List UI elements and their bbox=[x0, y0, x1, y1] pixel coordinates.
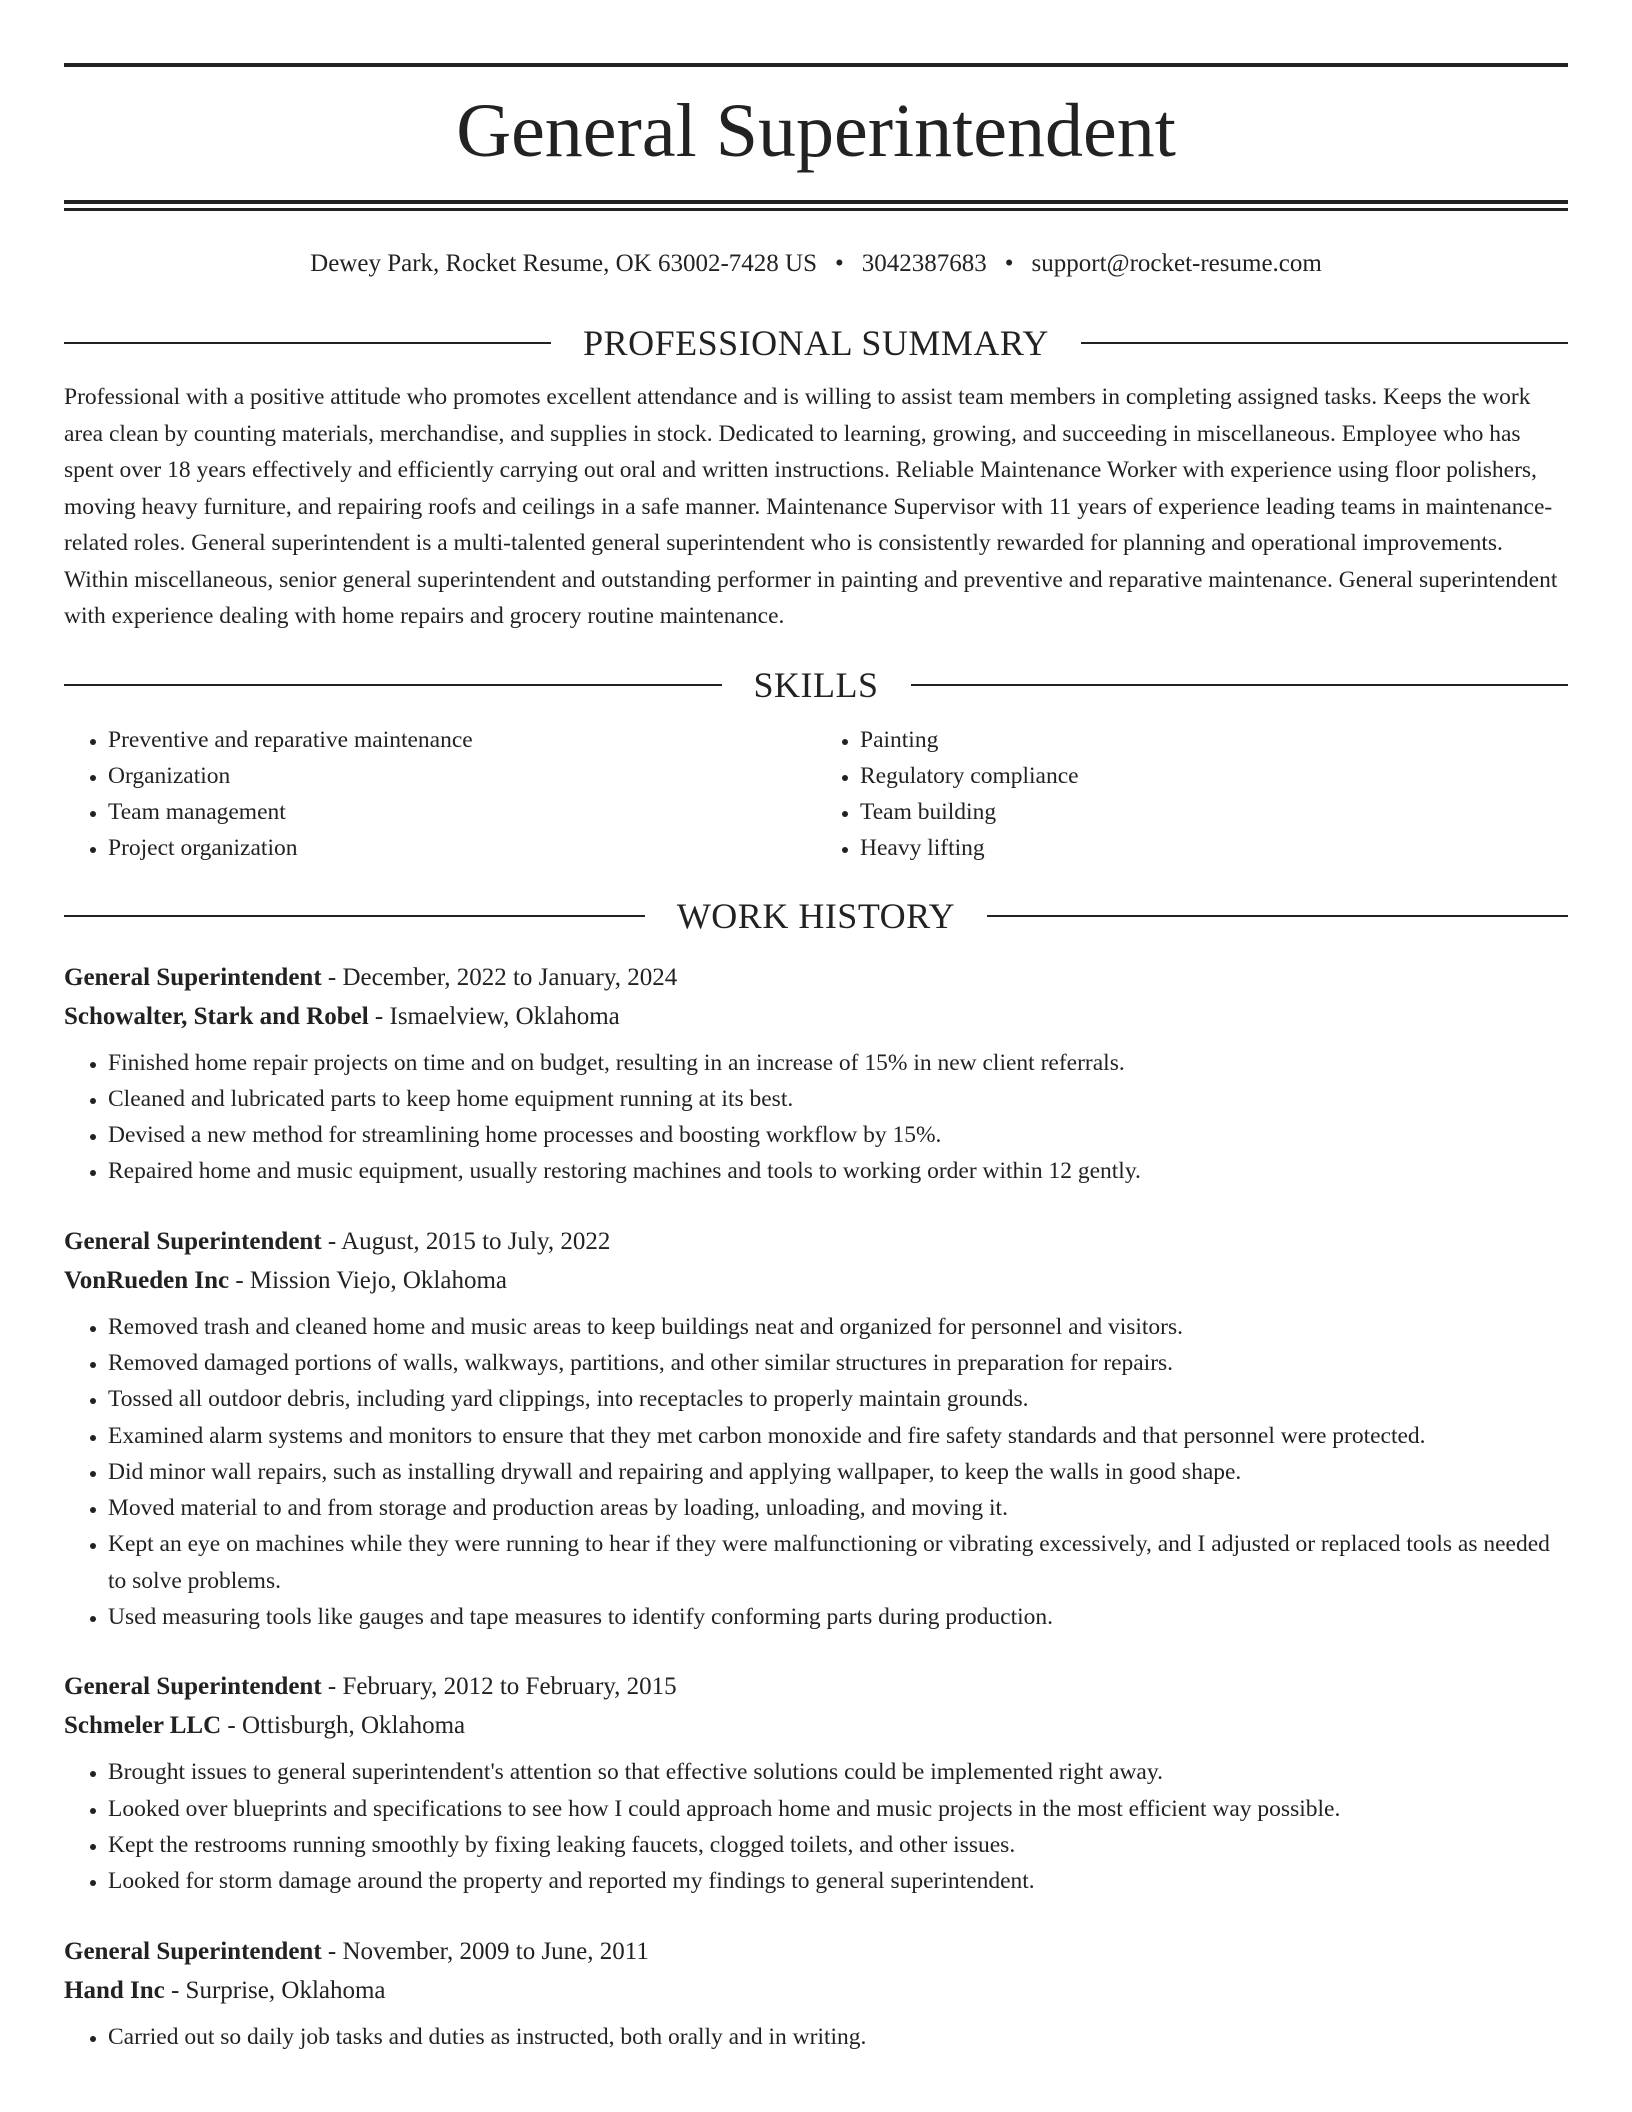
job-company: VonRueden Inc bbox=[64, 1266, 230, 1294]
skill-item: • Preventive and reparative maintenance bbox=[108, 722, 816, 758]
skills-section-header bbox=[64, 663, 1568, 707]
job-bullet: • Examined alarm systems and monitors to ensure that they met carbon monoxide and fire safety standards and that personnel were protected. bbox=[108, 1418, 1568, 1454]
section-divider-left bbox=[64, 342, 551, 344]
job-title: General Superintendent bbox=[64, 1227, 322, 1255]
job-entry bbox=[64, 1932, 1568, 2055]
section-title-skills: SKILLS bbox=[753, 664, 879, 705]
job-title-line bbox=[64, 1667, 1568, 1706]
job-bullet: • Kept the restrooms running smoothly by fixing leaking faucets, clogged toilets, and other issues. bbox=[108, 1827, 1568, 1863]
section-title-summary: PROFESSIONAL SUMMARY bbox=[583, 323, 1049, 363]
job-bullets bbox=[64, 1309, 1568, 1636]
section-divider-right bbox=[911, 684, 1569, 686]
job-dates: - November, 2009 to June, 2011 bbox=[321, 1937, 649, 1965]
job-location: - Surprise, Oklahoma bbox=[164, 1976, 386, 2004]
section-divider-left bbox=[64, 684, 722, 686]
job-bullet: • Devised a new method for streamlining home processes and boosting workflow by 15%. bbox=[108, 1117, 1568, 1153]
section-title-work: WORK HISTORY bbox=[676, 895, 956, 936]
job-bullet: • Tossed all outdoor debris, including yard clippings, into receptacles to properly maintain grounds. bbox=[108, 1381, 1568, 1417]
job-entry bbox=[64, 1667, 1568, 1899]
section-divider-left bbox=[64, 915, 645, 917]
skill-item: • Team building bbox=[860, 794, 1568, 830]
job-bullet: • Finished home repair projects on time and on budget, resulting in an increase of 15% in new client referrals. bbox=[108, 1045, 1568, 1081]
job-entry bbox=[64, 1222, 1568, 1636]
job-bullets bbox=[64, 1045, 1568, 1190]
summary-section-header bbox=[64, 321, 1568, 365]
section-divider-right bbox=[987, 915, 1568, 917]
job-title: General Superintendent bbox=[64, 1937, 322, 1965]
job-location: - Ismaelview, Oklahoma bbox=[368, 1002, 620, 1030]
job-bullet: • Removed damaged portions of walls, walkways, partitions, and other similar structures in preparation for repairs. bbox=[108, 1345, 1568, 1381]
job-bullet: • Removed trash and cleaned home and music areas to keep buildings neat and organized for personnel and visitors. bbox=[108, 1309, 1568, 1345]
job-bullet: • Brought issues to general superintendent's attention so that effective solutions could be implemented right away. bbox=[108, 1754, 1568, 1790]
job-title: General Superintendent bbox=[64, 963, 322, 991]
job-company: Hand Inc bbox=[64, 1976, 165, 2004]
skill-item: • Regulatory compliance bbox=[860, 758, 1568, 794]
summary-text: Professional with a positive attitude who promotes excellent attendance and is willing to assist team members in completing assigned tasks. Keeps the work area clean by counting materials, merchandise, and supplies in stock. Dedicated to learning, growing, and succeeding in miscellaneous. Employee who has spent over 18 years effectively and efficiently carrying out oral and written instructions. Reliable Maintenance Worker with experience using floor polishers, moving heavy furniture, and repairing roofs and ceilings in a safe manner. Maintenance Supervisor with 11 years of experience leading teams in maintenance-related roles. General superintendent is a multi-talented general superintendent who is consistently rewarded for planning and operational improvements. Within miscellaneous, senior general superintendent and outstanding performer in painting and preventive and reparative maintenance. General superintendent with experience dealing with home repairs and grocery routine maintenance. bbox=[64, 384, 1558, 629]
job-title-line bbox=[64, 958, 1568, 997]
skill-item: • Team management bbox=[108, 794, 816, 830]
skill-item: • Organization bbox=[108, 758, 816, 794]
name-double-rule bbox=[64, 200, 1568, 211]
job-company-line bbox=[64, 1261, 1568, 1300]
job-entry bbox=[64, 958, 1568, 1190]
job-company-line bbox=[64, 1706, 1568, 1745]
job-dates: - December, 2022 to January, 2024 bbox=[321, 963, 678, 991]
job-company: Schowalter, Stark and Robel bbox=[64, 1002, 369, 1030]
skills-list bbox=[64, 722, 1568, 866]
job-location: - Mission Viejo, Oklahoma bbox=[229, 1266, 507, 1294]
job-dates: - August, 2015 to July, 2022 bbox=[321, 1227, 611, 1255]
job-bullet: • Repaired home and music equipment, usually restoring machines and tools to working order within 12 gently. bbox=[108, 1153, 1568, 1189]
skills-column-left bbox=[64, 722, 816, 866]
contact-line bbox=[64, 247, 1568, 281]
top-rule bbox=[64, 63, 1568, 67]
job-bullet: • Cleaned and lubricated parts to keep home equipment running at its best. bbox=[108, 1081, 1568, 1117]
skill-item: • Heavy lifting bbox=[860, 830, 1568, 866]
contact-email: support@rocket-resume.com bbox=[1031, 250, 1322, 277]
section-divider-right bbox=[1081, 342, 1568, 344]
skill-item: • Painting bbox=[860, 722, 1568, 758]
job-bullet: • Did minor wall repairs, such as installing drywall and repairing and applying wallpaper, to keep the walls in good shape. bbox=[108, 1454, 1568, 1490]
job-bullet: • Looked over blueprints and specifications to see how I could approach home and music projects in the most efficient way possible. bbox=[108, 1791, 1568, 1827]
contact-separator: • bbox=[835, 250, 844, 277]
candidate-name: General Superintendent bbox=[456, 89, 1176, 173]
job-bullet: • Kept an eye on machines while they were running to hear if they were malfunctioning or vibrating excessively, and I adjusted or replaced tools as needed to solve problems. bbox=[108, 1526, 1568, 1599]
job-bullets bbox=[64, 1754, 1568, 1899]
skills-column-right bbox=[816, 722, 1568, 866]
job-bullet: • Carried out so daily job tasks and duties as instructed, both orally and in writing. bbox=[108, 2019, 1568, 2055]
job-title: General Superintendent bbox=[64, 1673, 322, 1701]
job-bullet: • Moved material to and from storage and production areas by loading, unloading, and moving it. bbox=[108, 1490, 1568, 1526]
job-company-line bbox=[64, 1971, 1568, 2010]
work-section-header bbox=[64, 894, 1568, 938]
resume-content bbox=[64, 63, 1568, 2055]
job-company: Schmeler LLC bbox=[64, 1712, 222, 1740]
job-location: - Ottisburgh, Oklahoma bbox=[221, 1712, 466, 1740]
job-title-line bbox=[64, 1932, 1568, 1971]
contact-phone: 3042387683 bbox=[861, 250, 987, 277]
job-bullets bbox=[64, 2019, 1568, 2055]
job-bullet: • Looked for storm damage around the property and reported my findings to general superintendent. bbox=[108, 1863, 1568, 1899]
job-company-line bbox=[64, 997, 1568, 1036]
skill-item: • Project organization bbox=[108, 830, 816, 866]
job-title-line bbox=[64, 1222, 1568, 1261]
contact-separator: • bbox=[1004, 250, 1014, 277]
contact-address: Dewey Park, Rocket Resume, OK 63002-7428 US bbox=[310, 250, 818, 277]
job-bullet: • Used measuring tools like gauges and tape measures to identify conforming parts during production. bbox=[108, 1599, 1568, 1635]
job-dates: - February, 2012 to February, 2015 bbox=[321, 1673, 677, 1701]
